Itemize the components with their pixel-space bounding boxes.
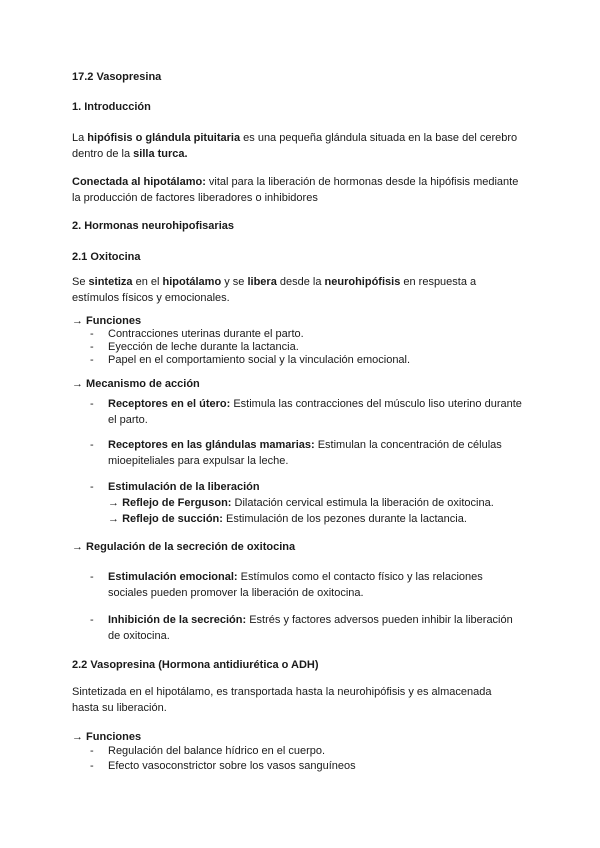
mecanismo-item-mamarias: - Receptores en las glándulas mamarias: Estimulan la concentración de células mioepiteliales para expulsar la leche. [90,439,502,467]
regulacion-item-inhibicion: - Inhibición de la secreción: Estrés y factores adversos pueden inhibir la liberación de oxitocina. [90,614,513,642]
oxitocina-intro: Se sintetiza en el hipotálamo y se libera desde la neurohipófisis en respuesta a estímulos físicos y emocionales. [72,276,477,304]
regulacion-heading: → Regulación de la secreción de oxitocina [72,541,296,553]
oxitocina-funciones-list: - Contracciones uterinas durante el parto. - Eyección de leche durante la lactancia. - Papel en el comportamiento social y la vinculación emocional. [90,328,411,366]
regulacion-item-emocional: - Estimulación emocional: Estímulos como el contacto físico y las relaciones sociales pueden promover la liberación de oxitocina. [90,571,483,599]
section-heading-hormonas: 2. Hormonas neurohipofisarias [72,220,234,232]
vaso-funciones-heading: → Funciones [72,731,142,743]
vasopresina-intro: Sintetizada en el hipotálamo, es transportada hasta la neurohipófisis y es almacenada hasta su liberación. [72,686,492,714]
section-heading-oxitocina: 2.1 Oxitocina [72,251,141,263]
section-heading-vasopresina: 2.2 Vasopresina (Hormona antidiurética o ADH) [72,659,319,671]
doc-title: 17.2 Vasopresina [72,71,162,83]
mecanismo-heading: → Mecanismo de acción [72,378,200,390]
intro-paragraph-2: Conectada al hipotálamo: vital para la liberación de hormonas desde la hipófisis mediante la producción de factores liberadores o inhibidores [72,176,519,204]
funciones-heading: → Funciones [72,315,142,327]
intro-paragraph-1: La hipófisis o glándula pituitaria es una pequeña glándula situada en la base del cerebro dentro de la silla turca. [72,132,518,160]
mecanismo-item-estimulacion: - Estimulación de la liberación → Reflejo de Ferguson: Dilatación cervical estimula la liberación de oxitocina. → Reflejo de succión: Estimulación de los pezones durante la lactancia. [90,481,494,525]
mecanismo-item-utero: - Receptores en el útero: Estimula las contracciones del músculo liso uterino durante el parto. [90,398,522,426]
vasopresina-funciones-list: - Regulación del balance hídrico en el cuerpo. - Efecto vasoconstrictor sobre los vasos sanguíneos [90,745,356,772]
section-heading-introduccion: 1. Introducción [72,101,151,113]
